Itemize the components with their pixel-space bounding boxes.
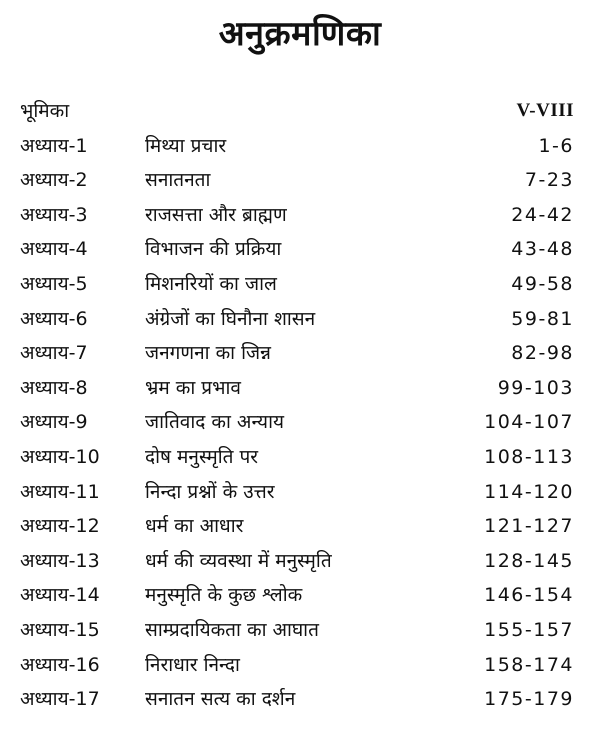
- chapter-title: भ्रम का प्रभाव: [145, 376, 241, 399]
- chapter-label: अध्याय-3: [20, 203, 88, 226]
- chapter-row: [0, 684, 600, 719]
- chapter-title: धर्म की व्यवस्था में मनुस्मृति: [145, 549, 332, 572]
- intro-pages: V-VIII: [516, 100, 574, 121]
- chapter-title: साम्प्रदायिकता का आघात: [145, 618, 319, 641]
- chapter-row: [0, 338, 600, 373]
- chapter-pages: 7-23: [524, 169, 574, 192]
- chapter-title: सनातनता: [145, 169, 211, 192]
- chapter-pages: 155-157: [484, 618, 574, 641]
- chapter-row: [0, 269, 600, 304]
- chapter-title: मनुस्मृति के कुछ श्लोक: [145, 584, 303, 607]
- chapter-label: अध्याय-4: [20, 238, 88, 261]
- chapter-pages: 175-179: [484, 688, 574, 711]
- chapter-label: अध्याय-2: [20, 169, 88, 192]
- intro-row: [0, 96, 600, 131]
- chapter-title: जनगणना का जिन्न: [145, 342, 271, 365]
- chapter-label: अध्याय-14: [20, 584, 100, 607]
- chapter-pages: 114-120: [484, 480, 574, 503]
- chapter-pages: 24-42: [511, 203, 574, 226]
- chapter-row: [0, 373, 600, 408]
- chapter-title: निन्दा प्रश्नों के उत्तर: [145, 480, 275, 503]
- intro-label: भूमिका: [20, 100, 70, 122]
- chapter-label: अध्याय-5: [20, 272, 88, 295]
- chapter-title: राजसत्ता और ब्राह्मण: [145, 203, 287, 226]
- chapter-label: अध्याय-16: [20, 653, 100, 676]
- chapter-pages: 128-145: [484, 549, 574, 572]
- chapter-label: अध्याय-11: [20, 480, 100, 503]
- chapter-title: धर्म का आधार: [145, 515, 244, 538]
- chapter-pages: 43-48: [511, 238, 574, 261]
- chapter-row: [0, 442, 600, 477]
- chapter-label: अध्याय-8: [20, 376, 88, 399]
- chapter-pages: 104-107: [484, 411, 574, 434]
- chapter-pages: 121-127: [484, 515, 574, 538]
- contents-list: [0, 96, 600, 719]
- chapter-pages: 59-81: [511, 307, 574, 330]
- chapter-title: सनातन सत्य का दर्शन: [145, 688, 296, 711]
- chapter-label: अध्याय-6: [20, 307, 88, 330]
- chapter-pages: 108-113: [484, 445, 574, 468]
- chapter-pages: 146-154: [484, 584, 574, 607]
- chapter-label: अध्याय-1: [20, 134, 88, 157]
- chapter-title: जातिवाद का अन्याय: [145, 411, 285, 434]
- chapter-title: अंग्रेजों का घिनौना शासन: [145, 307, 316, 330]
- chapter-row: [0, 477, 600, 512]
- chapter-title: दोष मनुस्मृति पर: [145, 445, 259, 468]
- chapter-title: निराधार निन्दा: [145, 653, 240, 676]
- chapter-row: [0, 546, 600, 581]
- chapter-label: अध्याय-9: [20, 411, 88, 434]
- chapter-pages: 1-6: [538, 134, 574, 157]
- chapter-label: अध्याय-10: [20, 445, 100, 468]
- chapter-label: अध्याय-17: [20, 688, 100, 711]
- chapter-label: अध्याय-13: [20, 549, 100, 572]
- page-title: अनुक्रमणिका: [218, 14, 382, 54]
- chapter-pages: 158-174: [484, 653, 574, 676]
- chapter-row: [0, 200, 600, 235]
- chapter-row: [0, 615, 600, 650]
- chapter-title: मिशनरियों का जाल: [145, 272, 277, 295]
- chapter-row: [0, 407, 600, 442]
- chapter-row: [0, 580, 600, 615]
- chapter-pages: 99-103: [497, 376, 574, 399]
- chapter-title: विभाजन की प्रक्रिया: [145, 238, 282, 261]
- chapter-label: अध्याय-15: [20, 618, 100, 641]
- chapter-row: [0, 511, 600, 546]
- chapter-row: [0, 165, 600, 200]
- chapter-label: अध्याय-7: [20, 342, 88, 365]
- chapter-title: मिथ्या प्रचार: [145, 134, 227, 157]
- chapter-row: [0, 650, 600, 685]
- chapter-row: [0, 304, 600, 339]
- chapter-label: अध्याय-12: [20, 515, 100, 538]
- chapter-row: [0, 131, 600, 166]
- chapter-pages: 49-58: [511, 272, 574, 295]
- chapter-pages: 82-98: [511, 342, 574, 365]
- chapter-row: [0, 234, 600, 269]
